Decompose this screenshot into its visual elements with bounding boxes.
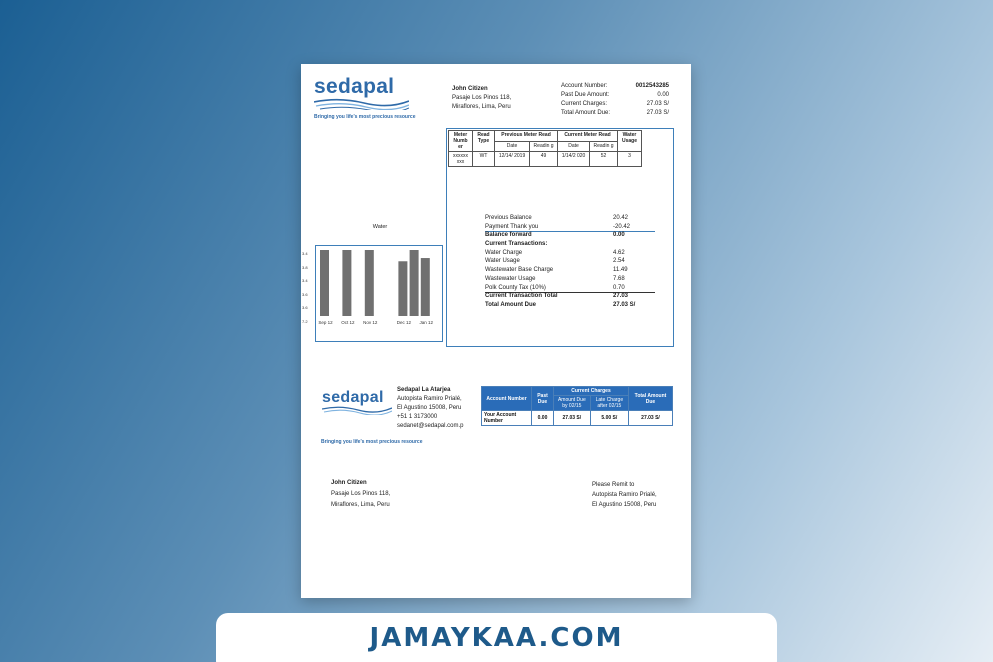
chart-y-tick-label: 3.4 [302,251,308,256]
company-email: sedanet@sedapal.com.p [397,423,464,429]
read-type-cell: WT [473,152,495,167]
remit-amount-due-header: Amount Due by 02/15 [554,396,591,411]
summary-row [485,224,655,233]
summary-value: 0.00 [613,232,625,239]
cur-date-header: Date [558,141,590,152]
summary-value: 20.42 [613,215,629,221]
watermark-text: JAMAYKAA.COM [369,622,624,653]
summary-label: Polk County Tax (10%) [485,284,546,291]
chart-x-tick-label: Sep 12 [318,320,333,325]
water-usage-chart [315,245,443,342]
past-due-label: Past Due Amount: [561,92,610,98]
remit-row-label: Your Account Number [482,411,532,426]
summary-row [485,241,655,250]
wave-icon [322,406,392,415]
remit-current-header: Current Charges [554,387,629,396]
read-type-header: Read Type [473,131,495,152]
account-row [561,100,669,109]
total-due-value: 27.03 S/ [646,110,669,116]
brand-logo-bottom [322,390,407,417]
company-name: Sedapal La Atarjea [397,387,451,393]
account-row [561,109,669,118]
prev-reading-header: Readin g [530,141,558,152]
table-row [449,152,642,167]
summary-label: Payment Thank you [485,223,539,230]
chart-y-tick-label: 3.6 [302,291,308,297]
summary-value: 27.03 [613,293,629,300]
usage-cell: 3 [618,152,642,167]
company-line1: Autopista Ramiro Prialé, [397,396,462,402]
logo-wordmark-bottom: sedapal [322,389,384,406]
account-row [561,91,669,100]
remit-to-line2: El Agustino 15008, Peru [592,502,657,508]
customer-address-line1: Pasaje Los Pinos 118, [452,95,512,101]
chart-bar [398,261,407,316]
chart-bar [365,250,374,316]
remit-past-due-header: Past Due [532,387,554,411]
cur-date-cell: 1/14/2 020 [558,152,590,167]
chart-y-tick-label: 3.8 [302,264,308,270]
prev-reading-cell: 49 [530,152,558,167]
meter-number-cell: xxxxxx xxx [449,152,473,167]
summary-row [485,258,655,267]
summary-row [485,293,655,302]
summary-value: 2.54 [613,258,625,265]
summary-row [485,302,655,311]
summary-label: Previous Balance [485,215,532,221]
summary-value: 4.62 [613,249,625,256]
cur-reading-cell: 52 [590,152,618,167]
chart-x-tick-label: Dec 12 [396,320,412,325]
chart-y-tick-label: 7.2 [302,318,308,324]
previous-read-header: Previous Meter Read [495,131,558,142]
summary-row [485,215,655,224]
summary-label: Water Usage [485,258,520,265]
chart-bar [410,250,419,316]
logo-wordmark: sedapal [314,75,395,98]
statement-panel [446,128,674,347]
summary-row [485,267,655,276]
mailing-address [331,478,390,511]
chart-bar [342,250,351,316]
company-line2: El Agustino 15008, Peru [397,405,462,411]
account-number-label: Account Number: [561,83,608,89]
remit-to-address [592,480,657,510]
summary-value [613,241,655,250]
chart-title: Water [372,224,388,230]
summary-label: Total Amount Due [485,301,536,308]
brand-tagline-bottom: Bringing you life's most precious resource [321,439,423,445]
total-due-label: Total Amount Due: [561,110,611,116]
prev-date-header: Date [495,141,530,152]
summary-value: 0.70 [613,284,625,291]
summary-value: -20.42 [613,223,631,230]
summary-label: Current Transaction Total [485,293,558,300]
account-row [561,82,669,91]
mailing-line2: Miraflores, Lima, Peru [331,502,390,508]
current-read-header: Current Meter Read [558,131,618,142]
chart-x-tick-label: Jan 12 [419,320,434,325]
remit-late-cell: 5.00 S/ [590,411,628,426]
summary-row [485,276,655,285]
remit-table [481,386,673,426]
remit-to-line1: Autopista Ramiro Prialé, [592,492,657,498]
bill-document [301,64,691,598]
remit-to-label: Please Remit to [592,482,635,488]
chart-x-tick-label: Nov 12 [363,320,378,325]
summary-row [485,232,655,241]
chart-bar [320,250,329,316]
summary-label: Wastewater Usage [485,275,536,282]
remit-account-header: Account Number [482,387,532,411]
customer-address [452,85,511,112]
customer-address-line2: Miraflores, Lima, Peru [452,104,511,110]
current-charges-value: 27.03 S/ [646,101,669,107]
chart-x-tick-label: Oct 12 [341,320,355,325]
remit-total-cell: 27.03 S/ [629,411,673,426]
remit-total-header: Total Amount Due [629,387,673,411]
water-usage-header: Water Usage [618,131,642,152]
mailing-line1: Pasaje Los Pinos 118, [331,491,391,497]
summary-row [485,285,655,294]
summary-label: Current Transactions: [485,241,548,248]
summary-row [485,250,655,259]
table-row [482,411,673,426]
chart-y-axis [301,245,313,342]
chart-y-tick-label: 3.4 [302,278,308,283]
customer-name: John Citizen [452,86,488,92]
meter-number-header: Meter Numb er [449,131,473,152]
chart-bar [421,258,430,316]
remit-late-header: Late Charge after 02/15 [590,396,628,411]
remit-amount-due-cell: 27.03 S/ [554,411,591,426]
charges-summary [485,215,655,311]
watermark-banner [216,613,777,662]
meter-table [448,130,642,167]
account-summary [561,82,669,118]
brand-logo [314,76,424,120]
summary-value: 27.03 S/ [613,301,636,308]
remit-past-due-cell: 0.00 [532,411,554,426]
summary-value: 7.68 [613,275,625,282]
past-due-value: 0.00 [657,92,669,98]
mailing-name: John Citizen [331,480,367,486]
summary-label: Balance forward [485,232,532,239]
summary-value: 11.49 [613,267,628,274]
wave-icon [314,98,409,110]
account-number-value: 0012543285 [635,83,669,89]
remit-company-address [397,386,463,431]
cur-reading-header: Readin g [590,141,618,152]
prev-date-cell: 12/14/ 2019 [495,152,530,167]
brand-tagline: Bringing you life's most precious resource [314,114,416,120]
chart-y-tick-label: 3.6 [302,305,308,310]
summary-label: Water Charge [485,249,523,256]
current-charges-label: Current Charges: [561,101,608,107]
summary-label: Wastewater Base Charge [485,267,554,274]
company-phone: +51 1 3173000 [397,414,438,420]
chart-plot [316,246,442,341]
